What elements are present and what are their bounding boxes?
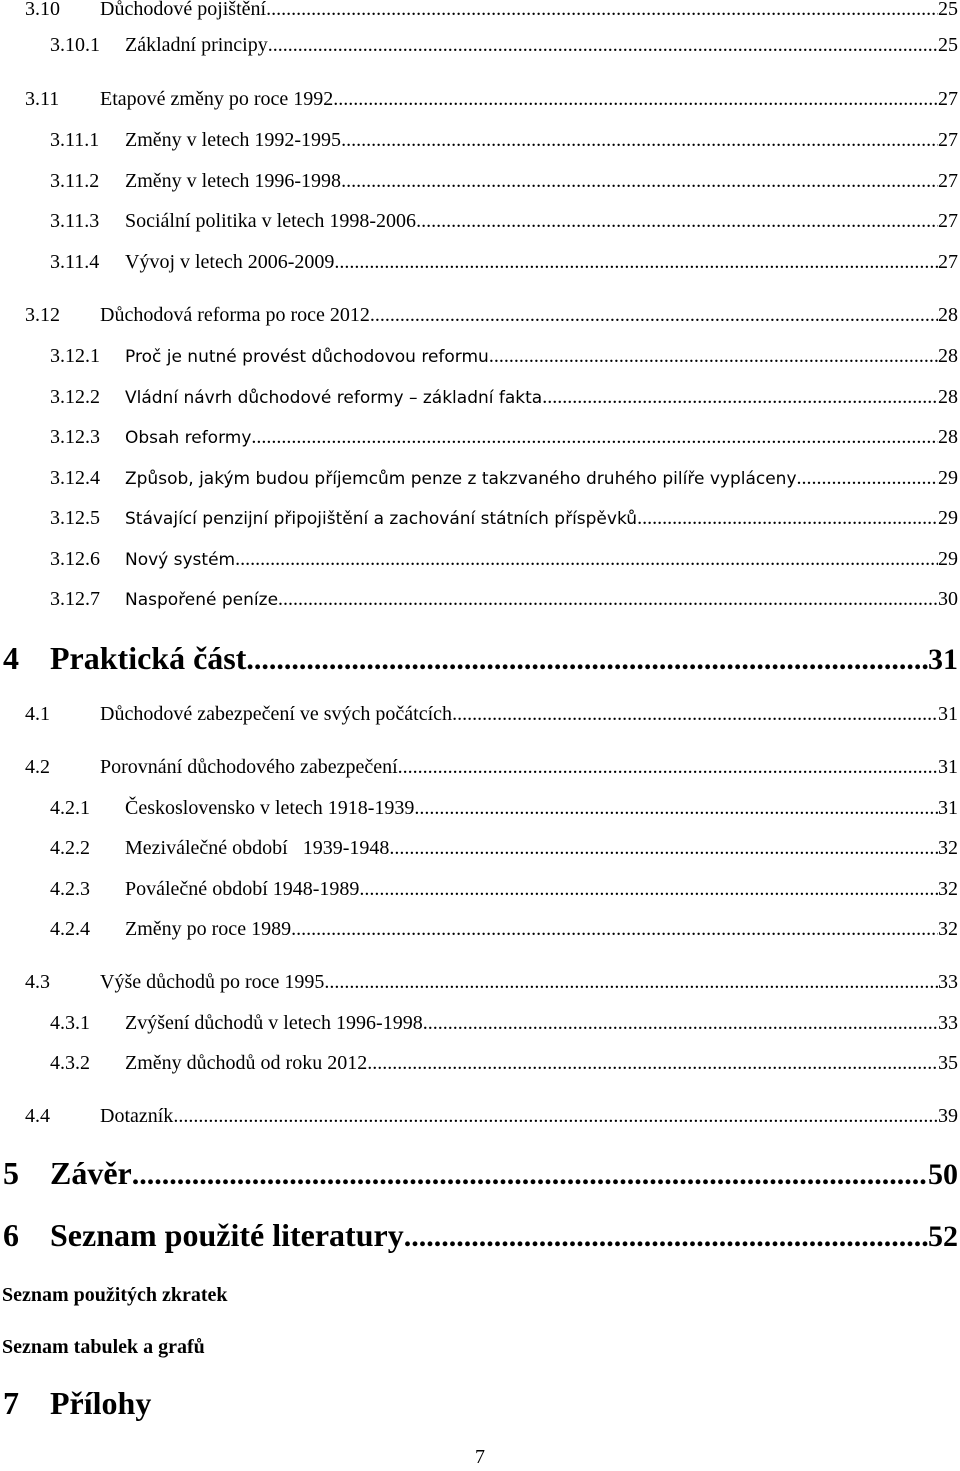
toc-entry-page: 27 bbox=[938, 129, 958, 151]
toc-dot-leader bbox=[489, 345, 938, 368]
toc-entry[interactable] bbox=[50, 878, 958, 906]
toc-entry-page: 27 bbox=[938, 251, 958, 273]
toc-entry-title: Seznam použité literatury bbox=[50, 1217, 404, 1253]
toc-entry[interactable] bbox=[50, 837, 958, 865]
toc-entry-number: 4.3 bbox=[25, 971, 50, 993]
toc-dot-leader bbox=[414, 797, 938, 820]
toc-entry-title: Stávající penzijní připojištění a zachování státních příspěvků bbox=[125, 509, 638, 529]
toc-entry-title: Seznam použitých zkratek bbox=[2, 1284, 228, 1306]
toc-entry[interactable] bbox=[50, 386, 958, 414]
toc-entry[interactable] bbox=[50, 345, 958, 373]
toc-entry-title: Způsob, jakým budou příjemcům penze z takzvaného druhého pilíře vypláceny bbox=[125, 469, 797, 489]
toc-entry-title: Důchodové pojištění bbox=[100, 0, 267, 20]
toc-dot-leader bbox=[173, 1105, 938, 1128]
toc-dot-leader bbox=[452, 703, 938, 726]
toc-entry-title: Závěr bbox=[50, 1155, 132, 1191]
toc-entry-number: 4.2.3 bbox=[50, 878, 90, 900]
toc-dot-leader bbox=[268, 34, 938, 57]
toc-dot-leader bbox=[367, 1052, 938, 1075]
toc-entry-number: 4.2.1 bbox=[50, 797, 90, 819]
toc-entry[interactable] bbox=[3, 1385, 958, 1427]
toc-entry-page: 25 bbox=[938, 0, 958, 20]
toc-entry[interactable] bbox=[50, 34, 958, 62]
toc-entry-number: 4.3.1 bbox=[50, 1012, 90, 1034]
toc-entry-number: 3.12.4 bbox=[50, 467, 100, 489]
toc-entry-title: Obsah reformy bbox=[125, 428, 252, 448]
toc-entry[interactable] bbox=[50, 797, 958, 825]
toc-entry[interactable] bbox=[3, 1217, 958, 1259]
toc-entry-title: Změny důchodů od roku 2012 bbox=[125, 1052, 368, 1074]
toc-entry-page: 27 bbox=[938, 170, 958, 192]
toc-dot-leader bbox=[797, 467, 938, 490]
toc-dot-leader bbox=[333, 88, 938, 111]
toc-dot-leader bbox=[266, 0, 938, 21]
toc-entry-page: 28 bbox=[938, 304, 958, 326]
toc-entry-page: 52 bbox=[928, 1220, 958, 1253]
toc-entry-page: 31 bbox=[928, 643, 958, 676]
toc-entry-number: 4.4 bbox=[25, 1105, 50, 1127]
toc-entry-number: 4.2 bbox=[25, 756, 50, 778]
toc-entry-number: 3.12.5 bbox=[50, 507, 100, 529]
toc-entry-number: 3.10 bbox=[25, 0, 60, 20]
toc-dot-leader bbox=[398, 756, 938, 779]
toc-entry-title: Porovnání důchodového zabezpečení bbox=[100, 756, 398, 778]
toc-entry-page: 31 bbox=[938, 756, 958, 778]
toc-dot-leader bbox=[637, 507, 938, 530]
toc-entry-title: Československo v letech 1918-1939 bbox=[125, 797, 415, 819]
toc-entry[interactable] bbox=[50, 210, 958, 238]
toc-entry-number: 4.1 bbox=[25, 703, 50, 725]
toc-entry-number: 6 bbox=[3, 1217, 19, 1253]
toc-entry-title: Změny v letech 1996-1998 bbox=[125, 170, 342, 192]
toc-dot-leader bbox=[341, 170, 938, 193]
toc-entry-page: 29 bbox=[938, 467, 958, 489]
toc-entry-number: 5 bbox=[3, 1155, 19, 1191]
toc-entry[interactable] bbox=[25, 756, 958, 784]
toc-entry-page: 50 bbox=[928, 1158, 958, 1191]
toc-dot-leader bbox=[334, 251, 938, 274]
toc-dot-leader bbox=[251, 426, 938, 449]
toc-entry-page: 39 bbox=[938, 1105, 958, 1127]
toc-dot-leader bbox=[542, 386, 938, 409]
toc-entry[interactable] bbox=[25, 971, 958, 999]
toc-entry[interactable] bbox=[50, 1052, 958, 1080]
toc-entry-page: 30 bbox=[938, 588, 958, 610]
toc-entry[interactable] bbox=[50, 467, 958, 495]
toc-entry-page: 35 bbox=[938, 1052, 958, 1074]
toc-entry-number: 3.12 bbox=[25, 304, 60, 326]
toc-entry[interactable] bbox=[2, 1284, 958, 1312]
toc-dot-leader bbox=[324, 971, 938, 994]
toc-entry-number: 3.11.4 bbox=[50, 251, 100, 273]
toc-entry-number: 3.12.6 bbox=[50, 548, 100, 570]
toc-entry[interactable] bbox=[25, 1105, 958, 1133]
toc-entry-title: Přílohy bbox=[50, 1385, 152, 1421]
toc-dot-leader bbox=[359, 878, 938, 901]
toc-entry-number: 3.11.2 bbox=[50, 170, 100, 192]
toc-entry-number: 7 bbox=[3, 1385, 19, 1421]
toc-entry[interactable] bbox=[25, 304, 958, 332]
toc-dot-leader bbox=[278, 588, 938, 611]
toc-entry-page: 32 bbox=[938, 837, 958, 859]
toc-entry-page: 28 bbox=[938, 345, 958, 367]
toc-entry[interactable] bbox=[50, 588, 958, 616]
toc-entry[interactable] bbox=[50, 548, 958, 576]
toc-entry-title: Vývoj v letech 2006-2009 bbox=[125, 251, 335, 273]
toc-dot-leader bbox=[423, 1012, 938, 1035]
toc-dot-leader bbox=[389, 837, 938, 860]
toc-entry-title: Naspořené peníze bbox=[125, 590, 279, 610]
toc-entry-number: 3.11 bbox=[25, 88, 60, 110]
toc-entry[interactable] bbox=[50, 918, 958, 946]
toc-entry[interactable] bbox=[25, 88, 958, 116]
toc-dot-leader bbox=[404, 1220, 928, 1254]
toc-entry[interactable] bbox=[25, 0, 958, 26]
toc-entry[interactable] bbox=[50, 129, 958, 157]
toc-dot-leader bbox=[246, 643, 928, 677]
toc-entry-page: 29 bbox=[938, 507, 958, 529]
toc-entry-number: 3.11.1 bbox=[50, 129, 100, 151]
toc-entry-title: Výše důchodů po roce 1995 bbox=[100, 971, 325, 993]
toc-dot-leader bbox=[132, 1158, 928, 1192]
toc-entry-title: Změny v letech 1992-1995 bbox=[125, 129, 342, 151]
toc-dot-leader bbox=[341, 129, 938, 152]
toc-entry-page: 33 bbox=[938, 1012, 958, 1034]
toc-entry-number: 4.3.2 bbox=[50, 1052, 90, 1074]
toc-entry-title: Změny po roce 1989 bbox=[125, 918, 292, 940]
toc-entry[interactable] bbox=[50, 170, 958, 198]
toc-dot-leader bbox=[235, 548, 938, 571]
toc-entry-title: Proč je nutné provést důchodovou reformu bbox=[125, 347, 489, 367]
toc-entry-number: 4.2.4 bbox=[50, 918, 90, 940]
toc-entry-title: Zvýšení důchodů v letech 1996-1998 bbox=[125, 1012, 423, 1034]
toc-entry-title: Sociální politika v letech 1998-2006 bbox=[125, 210, 417, 232]
toc-entry-page: 25 bbox=[938, 34, 958, 56]
toc-entry[interactable] bbox=[50, 1012, 958, 1040]
toc-entry-page: 33 bbox=[938, 971, 958, 993]
toc-entry-page: 27 bbox=[938, 210, 958, 232]
toc-entry[interactable] bbox=[3, 640, 958, 682]
page-number: 7 bbox=[475, 1446, 485, 1468]
toc-entry-page: 32 bbox=[938, 878, 958, 900]
toc-entry-title: Základní principy bbox=[125, 34, 268, 56]
toc-entry-page: 28 bbox=[938, 386, 958, 408]
toc-entry-number: 3.12.3 bbox=[50, 426, 100, 448]
toc-dot-leader bbox=[370, 304, 938, 327]
toc-entry[interactable] bbox=[50, 507, 958, 535]
toc-entry-title: Praktická část bbox=[50, 640, 247, 676]
toc-entry-page: 28 bbox=[938, 426, 958, 448]
toc-entry[interactable] bbox=[50, 251, 958, 279]
toc-entry-title: Etapové změny po roce 1992 bbox=[100, 88, 334, 110]
toc-entry-number: 3.12.1 bbox=[50, 345, 100, 367]
toc-entry-title: Dotazník bbox=[100, 1105, 174, 1127]
toc-entry-title: Důchodové zabezpečení ve svých počátcích bbox=[100, 703, 453, 725]
toc-entry[interactable] bbox=[50, 426, 958, 454]
toc-entry-number: 4.2.2 bbox=[50, 837, 90, 859]
toc-entry-title: Nový systém bbox=[125, 550, 236, 570]
toc-entry[interactable] bbox=[2, 1336, 958, 1364]
toc-entry-title: Poválečné období 1948-1989 bbox=[125, 878, 360, 900]
toc-entry[interactable] bbox=[25, 703, 958, 731]
toc-entry-number: 3.12.7 bbox=[50, 588, 100, 610]
toc-dot-leader bbox=[291, 918, 938, 941]
toc-dot-leader bbox=[416, 210, 938, 233]
toc-entry-page: 31 bbox=[938, 703, 958, 725]
toc-entry[interactable] bbox=[3, 1155, 958, 1197]
toc-entry-number: 3.10.1 bbox=[50, 34, 100, 56]
toc-entry-title: Důchodová reforma po roce 2012 bbox=[100, 304, 370, 326]
toc-entry-number: 4 bbox=[3, 640, 19, 676]
toc-entry-number: 3.11.3 bbox=[50, 210, 100, 232]
toc-entry-page: 32 bbox=[938, 918, 958, 940]
toc-entry-title: Meziválečné období 1939-1948 bbox=[125, 837, 390, 859]
toc-entry-title: Vládní návrh důchodové reformy – základní fakta bbox=[125, 388, 543, 408]
toc-entry-page: 31 bbox=[938, 797, 958, 819]
toc-entry-title: Seznam tabulek a grafů bbox=[2, 1336, 205, 1358]
toc-entry-page: 29 bbox=[938, 548, 958, 570]
toc-entry-page: 27 bbox=[938, 88, 958, 110]
toc-entry-number: 3.12.2 bbox=[50, 386, 100, 408]
